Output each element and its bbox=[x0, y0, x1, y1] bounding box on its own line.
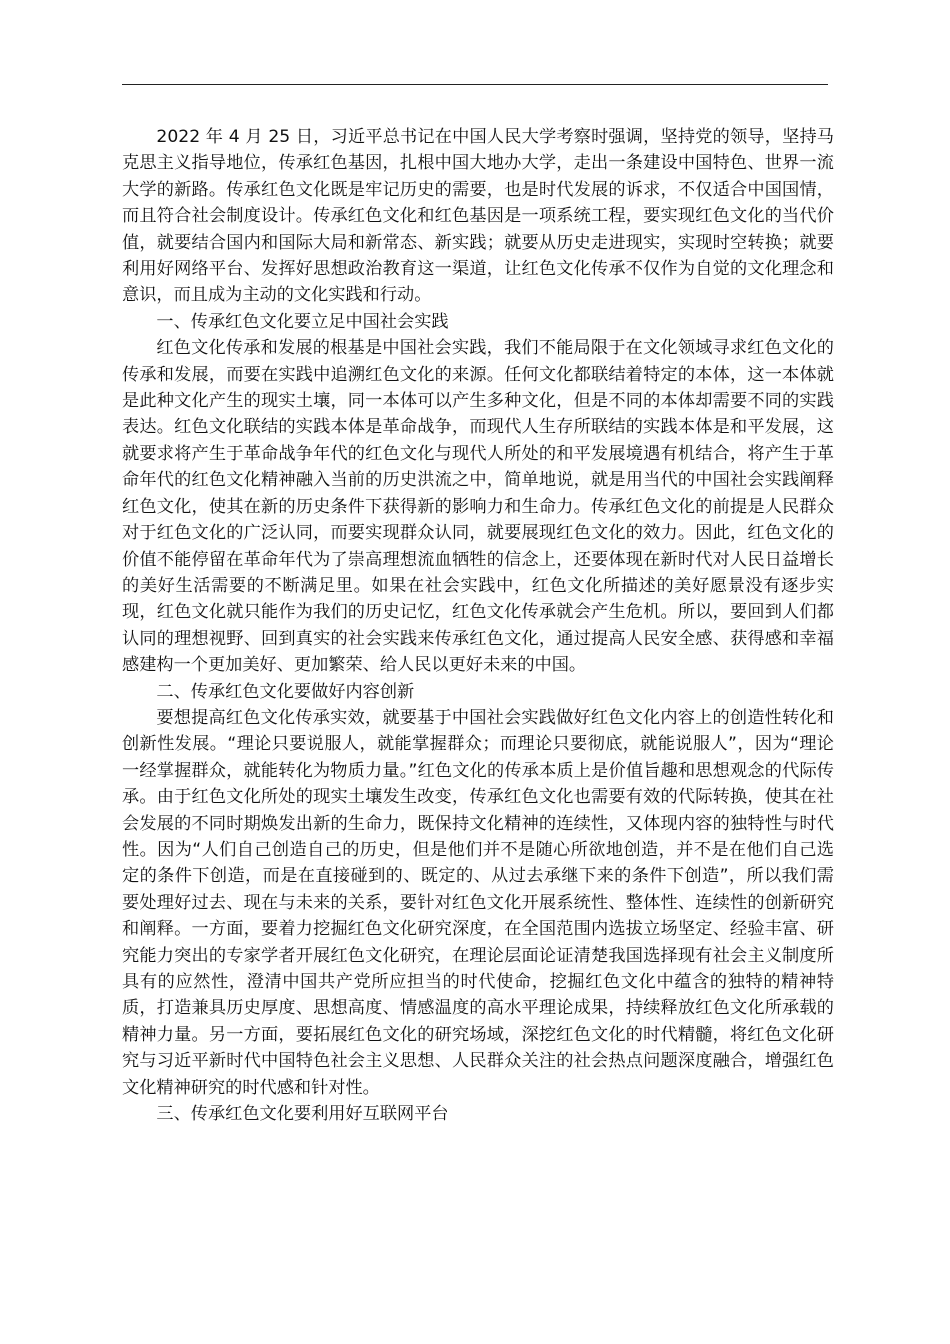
section-1-paragraph: 红色文化传承和发展的根基是中国社会实践，我们不能局限于在文化领域寻求红色文化的传承和发展，而要在实践中追溯红色文化的来源。任何文化都联结着特定的本体，这一本体就是此种文化产生的现实土壤，同一本体可以产生多种文化，但是不同的本体却需要不同的实践表达。红色文化联结的实践本体是革命战争，而现代人生存所联结的实践本体是和平发展，这就要求将产生于革命战争年代的红色文化与现代人所处的和平发展境遇有机结合，将产生于革命年代的红色文化精神融入当前的历史洪流之中，简单地说，就是用当代的中国社会实践阐释红色文化，使其在新的历史条件下获得新的影响力和生命力。传承红色文化的前提是人民群众对于红色文化的广泛认同，而要实现群众认同，就要展现红色文化的效力。因此，红色文化的价值不能停留在革命年代为了崇高理想流血牺牲的信念上，还要体现在新时代对人民日益增长的美好生活需要的不断满足里。如果在社会实践中，红色文化所描述的美好愿景没有逐步实现，红色文化就只能作为我们的历史记忆，红色文化传承就会产生危机。所以，要回到人们都认同的理想视野、回到真实的社会实践来传承红色文化，通过提高人民安全感、获得感和幸福感建构一个更加美好、更加繁荣、给人民以更好未来的中国。 bbox=[122, 338, 834, 676]
document-body bbox=[122, 124, 834, 1127]
section-2-paragraph: 要想提高红色文化传承实效，就要基于中国社会实践做好红色文化内容上的创造性转化和创新性发展。“理论只要说服人，就能掌握群众；而理论只要彻底，就能说服人”，因为“理论一经掌握群众，就能转化为物质力量。”红色文化的传承本质上是价值旨趣和思想观念的代际传承。由于红色文化所处的现实土壤发生改变，传承红色文化也需要有效的代际转换，使其在社会发展的不同时期焕发出新的生命力，既保持文化精神的连续性，又体现内容的独特性与时代性。因为“人们自己创造自己的历史，但是他们并不是随心所欲地创造，并不是在他们自己选定的条件下创造，而是在直接碰到的、既定的、从过去承继下来的条件下创造”，所以我们需要处理好过去、现在与未来的关系，要针对红色文化开展系统性、整体性、连续性的创新研究和阐释。一方面，要着力挖掘红色文化研究深度，在全国范围内选拔立场坚定、经验丰富、研究能力突出的专家学者开展红色文化研究，在理论层面论证清楚我国选择现有社会主义制度所具有的应然性，澄清中国共产党所应担当的时代使命，挖掘红色文化中蕴含的独特的精神特质，打造兼具历史厚度、思想高度、情感温度的高水平理论成果，持续释放红色文化所承载的精神力量。另一方面，要拓展红色文化的研究场域，深挖红色文化的时代精髓，将红色文化研究与习近平新时代中国特色社会主义思想、人民群众关注的社会热点问题深度融合，增强红色文化精神研究的时代感和针对性。 bbox=[122, 707, 834, 1098]
section-heading-1: 一、传承红色文化要立足中国社会实践 bbox=[156, 311, 449, 332]
section-heading-3: 三、传承红色文化要利用好互联网平台 bbox=[156, 1104, 449, 1125]
section-heading-2: 二、传承红色文化要做好内容创新 bbox=[156, 681, 415, 702]
header-rule bbox=[122, 84, 828, 85]
intro-paragraph: 2022 年 4 月 25 日，习近平总书记在中国人民大学考察时强调，坚持党的领导，坚持马克思主义指导地位，传承红色基因，扎根中国大地办大学，走出一条建设中国特色、世界一流大学的新路。传承红色文化既是牢记历史的需要，也是时代发展的诉求，不仅适合中国国情，而且符合社会制度设计。传承红色文化和红色基因是一项系统工程，要实现红色文化的当代价值，就要结合国内和国际大局和新常态、新实践；就要从历史走进现实，实现时空转换；就要利用好网络平台、发挥好思想政治教育这一渠道，让红色文化传承不仅作为自觉的文化理念和意识，而且成为主动的文化实践和行动。 bbox=[122, 127, 834, 306]
